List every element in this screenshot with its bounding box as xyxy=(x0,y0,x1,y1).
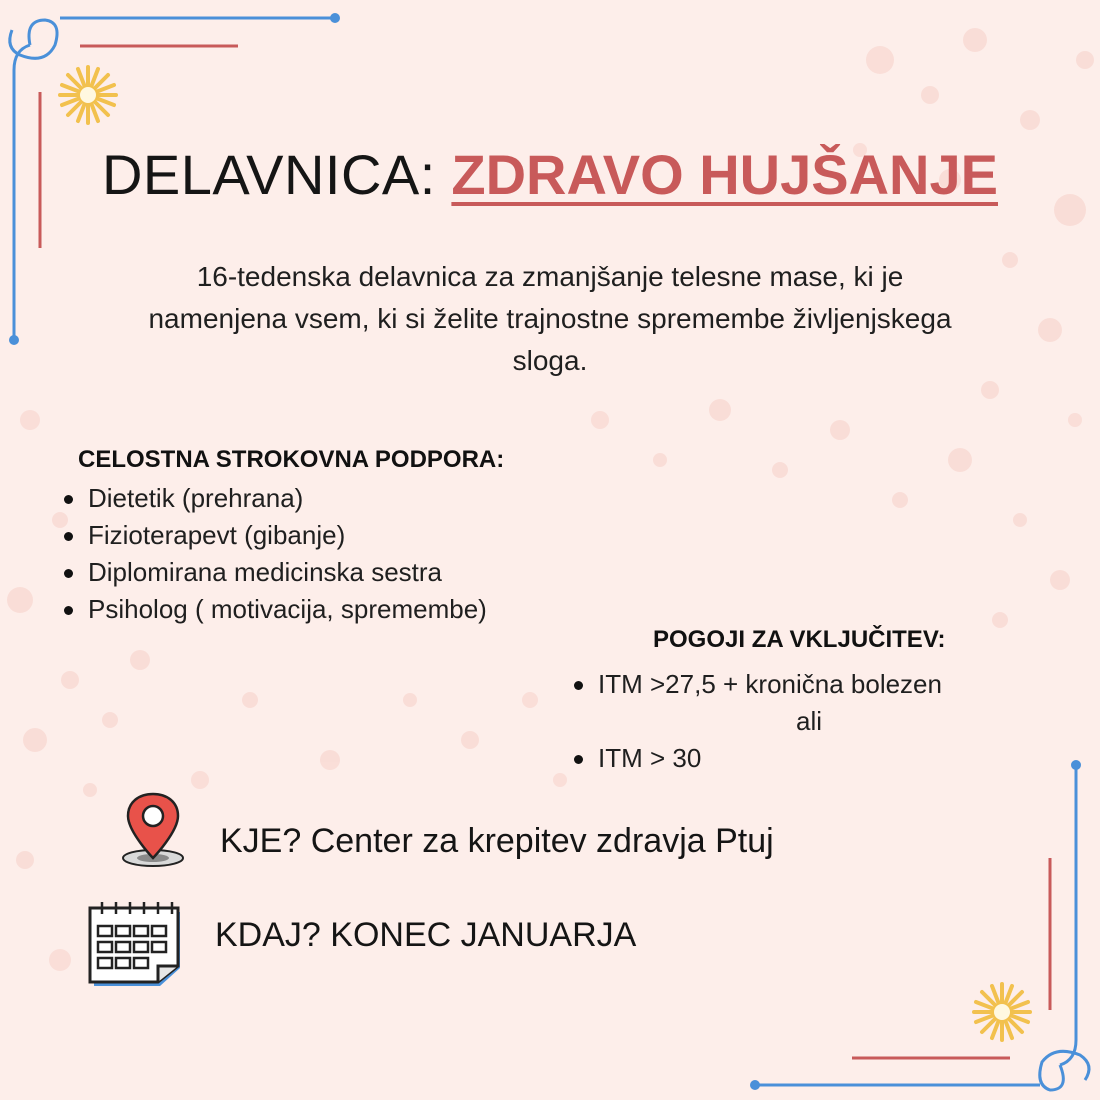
bullet-icon xyxy=(574,681,583,690)
list-item xyxy=(60,591,620,628)
list-item xyxy=(60,480,620,517)
page-title xyxy=(0,138,1100,212)
flower-icon xyxy=(60,67,116,123)
title-prefix: DELAVNICA: xyxy=(101,143,436,206)
bullet-icon xyxy=(64,495,73,504)
list-item xyxy=(570,666,990,703)
list-item-text: Psiholog ( motivacija, spremembe) xyxy=(88,594,487,624)
support-heading: CELOSTNA STROKOVNA PODPORA: xyxy=(78,446,505,473)
list-item-text: Fizioterapevt (gibanje) xyxy=(88,520,346,550)
calendar-icon xyxy=(88,898,186,990)
map-pin-icon xyxy=(120,792,186,868)
conditions-connector: ali xyxy=(795,706,822,736)
list-item xyxy=(60,517,620,554)
list-item-text: ITM > 30 xyxy=(598,743,702,773)
list-item xyxy=(60,554,620,591)
conditions-heading: POGOJI ZA VKLJUČITEV: xyxy=(653,626,946,653)
list-item-text: Diplomirana medicinska sestra xyxy=(88,557,443,587)
conditions-list xyxy=(570,666,990,777)
bullet-icon xyxy=(574,755,583,764)
frame-bottom-right xyxy=(750,760,1089,1090)
bullet-icon xyxy=(64,532,73,541)
support-list xyxy=(60,480,620,628)
support-section xyxy=(60,446,620,628)
list-item-text: Dietetik (prehrana) xyxy=(88,483,304,513)
flower-icon xyxy=(974,984,1030,1040)
subtitle: 16-tedenska delavnica za zmanjšanje telesne mase, ki je namenjena vsem, ki si želite trajnostne spremembe življenjskega sloga. xyxy=(148,261,952,376)
list-item-text: ITM >27,5 + kronična bolezen xyxy=(598,669,942,699)
bullet-icon xyxy=(64,569,73,578)
list-item xyxy=(570,740,990,777)
date-text: KDAJ? KONEC JANUARJA xyxy=(215,916,637,954)
location-text: KJE? Center za krepitev zdravja Ptuj xyxy=(220,822,774,860)
bullet-icon xyxy=(64,606,73,615)
title-highlight: ZDRAVO HUJŠANJE xyxy=(451,143,998,206)
conditions-section xyxy=(570,626,990,777)
